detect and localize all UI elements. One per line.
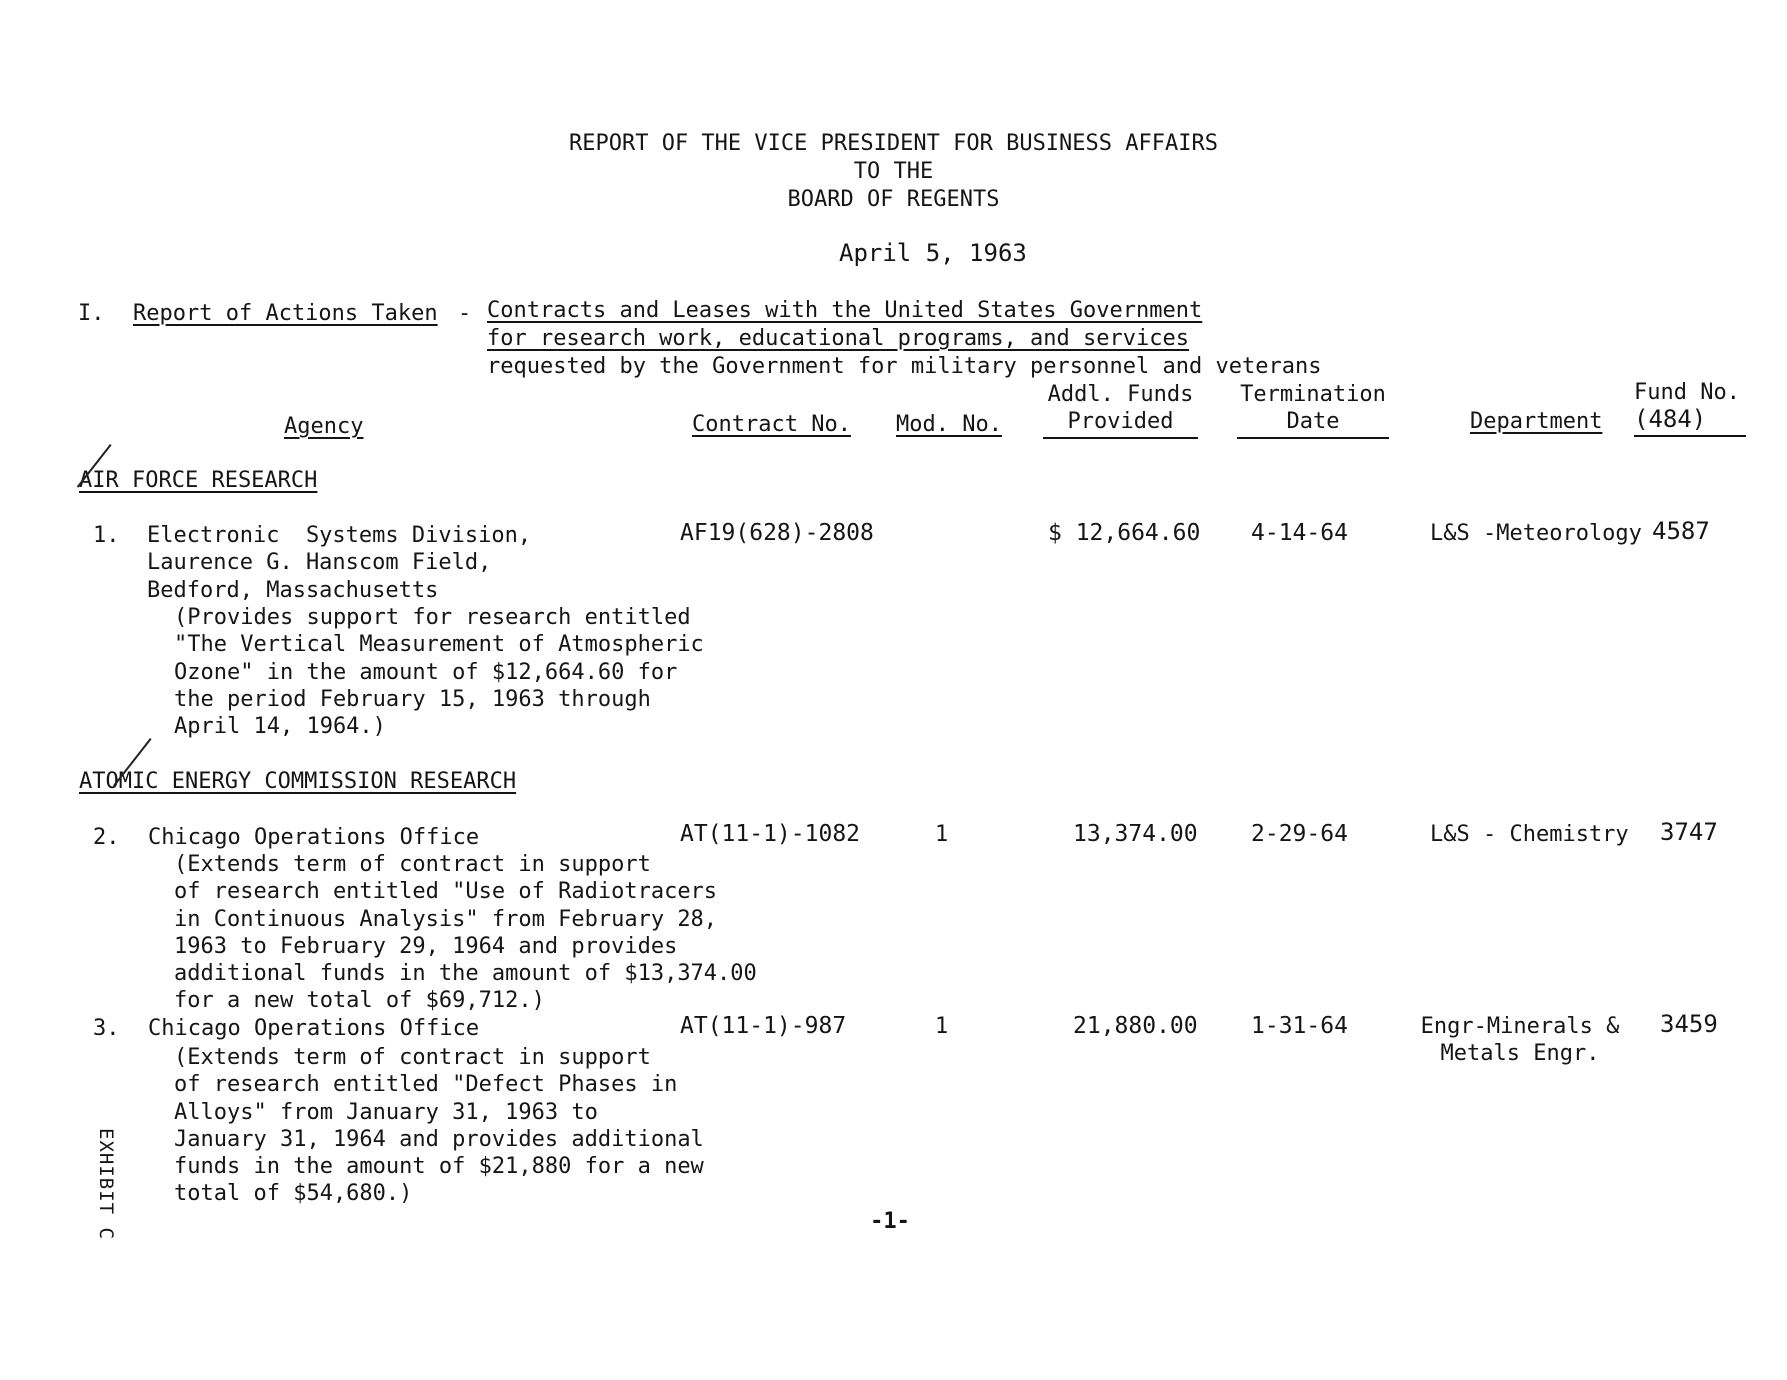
- entry-2-agency: Chicago Operations Office: [148, 825, 480, 850]
- termination-line-1: Termination: [1240, 382, 1386, 407]
- entry-3-department: Engr-Minerals & Metals Engr.: [1420, 1014, 1620, 1067]
- addl-funds-line-2: Provided: [1043, 408, 1198, 439]
- report-title-line-3: BOARD OF REGENTS: [787, 187, 1000, 212]
- addl-funds-line-1: Addl. Funds: [1047, 382, 1194, 407]
- entry-2-addl-funds: 13,374.00: [1073, 821, 1198, 847]
- column-header-addl-funds: [1043, 381, 1198, 439]
- entry-3-number: 3.: [93, 1016, 120, 1041]
- page-number: -1-: [870, 1209, 910, 1234]
- entry-1-agency: Electronic Systems Division, Laurence G. Hanscom Field, Bedford, Massachusetts: [147, 523, 532, 603]
- group-heading-atomic-energy: ATOMIC ENERGY COMMISSION RESEARCH: [79, 769, 517, 794]
- entry-1-number: 1.: [93, 523, 120, 548]
- entry-1-fund-no: 4587: [1652, 517, 1710, 545]
- group-heading-air-force: AIR FORCE RESEARCH: [79, 468, 318, 493]
- section-title: Report of Actions Taken: [133, 301, 438, 326]
- termination-line-2: Date: [1237, 408, 1389, 439]
- entry-3-description: (Extends term of contract in support of research entitled "Defect Phases in Alloys" from January 31, 1963 to January 31, 1964 and provides additional funds in the amount of $21,880 for a new total of $54,680.): [174, 1045, 704, 1207]
- section-numeral: I.: [78, 301, 105, 326]
- section-dash: -: [458, 301, 472, 326]
- column-header-contract-no: Contract No.: [692, 412, 851, 437]
- entry-1-termination-date: 4-14-64: [1251, 520, 1348, 546]
- entry-2-fund-no: 3747: [1660, 818, 1718, 846]
- entry-3-termination-date: 1-31-64: [1251, 1013, 1348, 1039]
- entry-3-mod-no: 1: [935, 1014, 949, 1039]
- entry-3-agency: Chicago Operations Office: [148, 1016, 480, 1041]
- column-header-termination-date: [1237, 381, 1389, 439]
- section-description-line-2: for research work, educational programs, and services: [487, 326, 1189, 351]
- section-description-line-3: requested by the Government for military personnel and veterans: [487, 354, 1322, 379]
- entry-1-addl-funds: $ 12,664.60: [1048, 520, 1201, 546]
- column-header-mod-no: Mod. No.: [896, 412, 1002, 437]
- section-description-line-1: Contracts and Leases with the United States Government: [487, 298, 1203, 323]
- entry-3-addl-funds: 21,880.00: [1073, 1013, 1198, 1039]
- exhibit-label: EXHIBIT C: [95, 1128, 117, 1240]
- entry-3-contract-no: AT(11-1)-987: [680, 1013, 847, 1039]
- entry-2-termination-date: 2-29-64: [1251, 821, 1348, 847]
- entry-2-contract-no: AT(11-1)-1082: [680, 821, 861, 847]
- fund-no-line-1: Fund No.: [1634, 380, 1740, 405]
- report-title-line-1: REPORT OF THE VICE PRESIDENT FOR BUSINESS AFFAIRS: [568, 131, 1218, 156]
- column-header-agency: Agency: [284, 414, 364, 439]
- entry-3-fund-no: 3459: [1660, 1010, 1718, 1038]
- report-date: April 5, 1963: [839, 239, 1027, 267]
- entry-1-contract-no: AF19(628)-2808: [680, 520, 874, 546]
- column-header-fund-no: [1634, 379, 1746, 437]
- entry-2-description: (Extends term of contract in support of research entitled "Use of Radiotracers in Continuous Analysis" from February 28, 1963 to February 29, 1964 and provides additional funds in the amount of $13,374.00 for a new total of $69,712.): [174, 852, 757, 1014]
- entry-1-department: L&S -Meteorology: [1430, 521, 1642, 546]
- entry-2-number: 2.: [93, 825, 120, 850]
- entry-2-department: L&S - Chemistry: [1430, 822, 1629, 847]
- column-header-department: Department: [1470, 409, 1603, 434]
- entry-2-mod-no: 1: [935, 822, 949, 847]
- report-title-line-2: TO THE: [853, 159, 934, 184]
- fund-no-line-2: (484): [1634, 406, 1746, 437]
- entry-1-description: (Provides support for research entitled "The Vertical Measurement of Atmospheric Ozone" in the amount of $12,664.60 for the period February 15, 1963 through April 14, 1964.): [174, 605, 704, 740]
